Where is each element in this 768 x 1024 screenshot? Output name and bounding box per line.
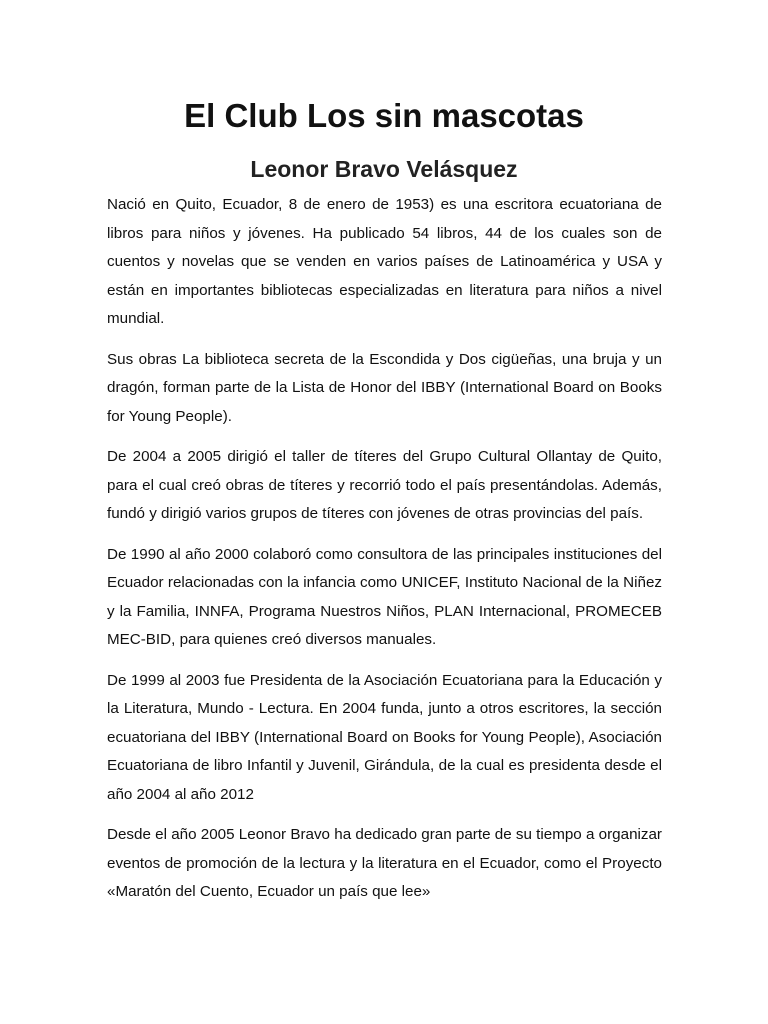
paragraph-2: Sus obras La biblioteca secreta de la Escondida y Dos cigüeñas, una bruja y un dragón, forman parte de la Lista de Honor del IBBY (International Board on Books for Young People). bbox=[107, 350, 662, 425]
document-body bbox=[107, 191, 662, 919]
paragraph-1: Nació en Quito, Ecuador, 8 de enero de 1953) es una escritora ecuatoriana de libros para niños y jóvenes. Ha publicado 54 libros, 44 de los cuales son de cuentos y novelas que se venden en varios países de Latinoamérica y USA y están en importantes bibliotecas especializadas en literatura para niños a nivel mundial. bbox=[107, 196, 662, 327]
paragraph-5: De 1999 al 2003 fue Presidenta de la Asociación Ecuatoriana para la Educación y la Literatura, Mundo - Lectura. En 2004 funda, junto a otros escritores, la sección ecuatoriana del IBBY (International Board on Books for Young People), Asociación Ecuatoriana de libro Infantil y Juvenil, Girándula, de la cual es presidenta desde el año 2004 al año 2012 bbox=[107, 671, 662, 803]
paragraph-6: Desde el año 2005 Leonor Bravo ha dedicado gran parte de su tiempo a organizar eventos de promoción de la lectura y la literatura en el Ecuador, como el Proyecto «Maratón del Cuento, Ecuador un país que lee» bbox=[107, 826, 662, 900]
document-title: El Club Los sin mascotas bbox=[184, 97, 584, 134]
paragraph-4: De 1990 al año 2000 colaboró como consultora de las principales instituciones del Ecuador relacionadas con la infancia como UNICEF, Instituto Nacional de la Niñez y la Familia, INNFA, Programa Nuestros Niños, PLAN Internacional, PROMECEB MEC-BID, para quienes creó diversos manuales. bbox=[107, 545, 662, 648]
paragraph-3: De 2004 a 2005 dirigió el taller de títeres del Grupo Cultural Ollantay de Quito, para el cual creó obras de títeres y recorrió todo el país presentándolas. Además, fundó y dirigió varios grupos de títeres con jóvenes de otras provincias del país. bbox=[107, 448, 662, 522]
author-name: Leonor Bravo Velásquez bbox=[250, 156, 518, 182]
